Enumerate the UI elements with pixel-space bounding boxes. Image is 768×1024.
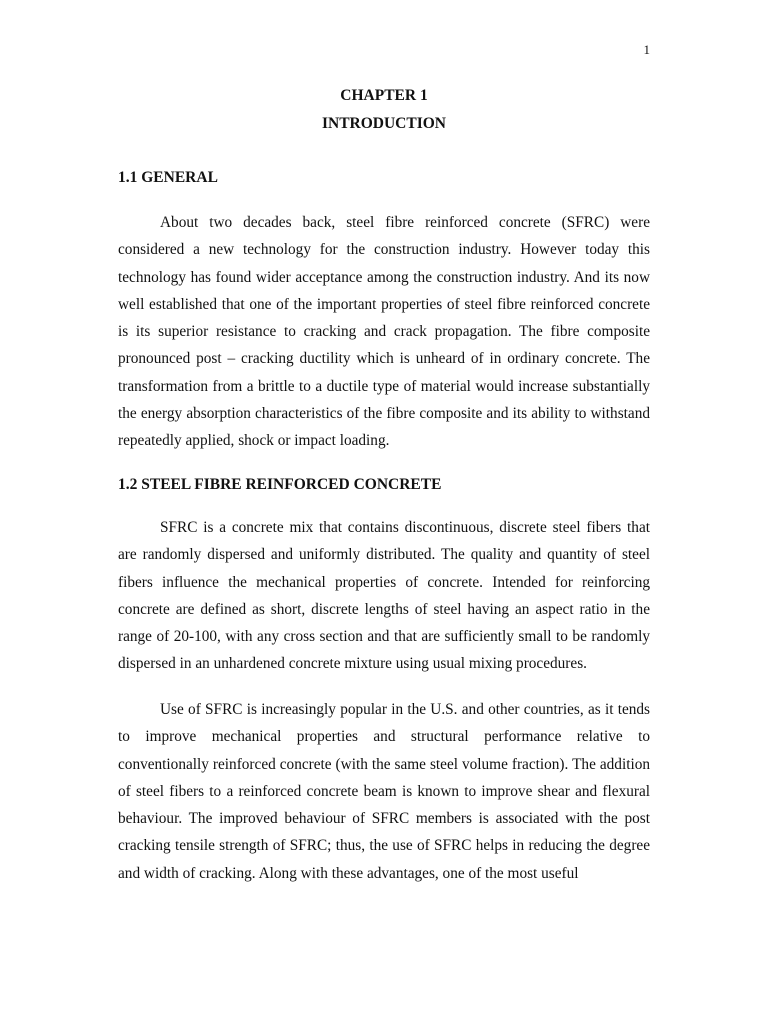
chapter-title: INTRODUCTION [321, 115, 446, 132]
section-heading-sfrc: 1.2 STEEL FIBRE REINFORCED CONCRETE [118, 476, 442, 493]
section-heading-general: 1.1 GENERAL [118, 169, 218, 186]
chapter-label: CHAPTER 1 [340, 87, 428, 104]
page-number: 1 [643, 42, 650, 57]
paragraph-sfrc-definition: SFRC is a concrete mix that contains discontinuous, discrete steel fibers that are randomly dispersed and uniformly distributed. The quality and quantity of steel fibers influence the mechanical properties of concrete. Intended for reinforcing concrete are defined as short, discrete lengths of steel having an aspect ratio in the range of 20-100, with any cross section and that are sufficiently small to be randomly dispersed in an unhardened concrete mixture using usual mixing procedures. [118, 519, 650, 673]
paragraph-sfrc-usage: Use of SFRC is increasingly popular in the U.S. and other countries, as it tends to improve mechanical properties and structural performance relative to conventionally reinforced concrete (with the same steel volume fraction). The addition of steel fibers to a reinforced concrete beam is known to improve shear and flexural behaviour. The improved behaviour of SFRC members is associated with the post cracking tensile strength of SFRC; thus, the use of SFRC helps in reducing the degree and width of cracking. Along with these advantages, one of the most useful [118, 701, 650, 882]
paragraph-general: About two decades back, steel fibre reinforced concrete (SFRC) were considered a new technology for the construction industry. However today this technology has found wider acceptance among the construction industry. And its now well established that one of the important properties of steel fibre reinforced concrete is its superior resistance to cracking and crack propagation. The fibre composite pronounced post – cracking ductility which is unheard of in ordinary concrete. The transformation from a brittle to a ductile type of material would increase substantially the energy absorption characteristics of the fibre composite and its ability to withstand repeatedly applied, shock or impact loading. [118, 214, 650, 450]
